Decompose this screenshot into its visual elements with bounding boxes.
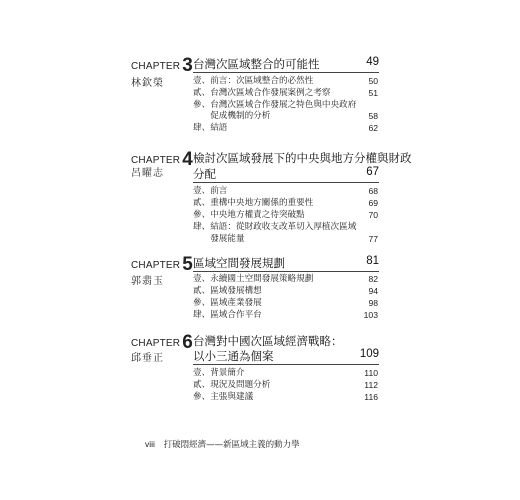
- toc-item: 貳、重構中央地方關係的重要性: [193, 198, 314, 208]
- toc-item-page: 70: [368, 210, 378, 220]
- toc-item: 參、中央地方權責之待突破點: [193, 210, 305, 220]
- toc-item: 肆、結語: [193, 123, 228, 133]
- chapter-rule: [193, 182, 379, 183]
- chapter-title: 區域空間發展規劃: [193, 256, 285, 270]
- chapter-author: 邱垂正: [131, 353, 164, 364]
- toc-item-page: 112: [364, 380, 378, 390]
- toc-item-page: 103: [363, 310, 378, 320]
- toc-item: 參、區域產業發展: [193, 298, 262, 308]
- toc-item: 參、主張與建議: [193, 392, 254, 402]
- toc-item-page: 116: [364, 392, 378, 402]
- chapter-author: 郭翡玉: [131, 276, 164, 287]
- page-footer: [145, 438, 300, 450]
- chapter-number: 6: [182, 332, 193, 353]
- chapter-page: 109: [359, 348, 379, 360]
- toc-item: 壹、背景簡介: [193, 368, 245, 378]
- chapter-rule: [193, 271, 379, 272]
- toc-item: 貳、區域發展構想: [193, 286, 262, 296]
- chapter-title: 檢討次區域發展下的中央與地方分權與財政: [193, 151, 412, 165]
- toc-item: 參、台灣次區域合作發展之特色與中央政府: [193, 100, 357, 110]
- toc-item-page: 110: [364, 368, 378, 378]
- footer-page-number: viii: [145, 439, 155, 449]
- toc-item-page: 69: [368, 198, 378, 208]
- toc-item-page: 58: [368, 111, 378, 121]
- chapter-author: 呂曜志: [131, 168, 164, 179]
- footer-book-title: 打破悶經濟——新區域主義的動力學: [163, 440, 300, 450]
- toc-item-page: 50: [368, 76, 378, 86]
- toc-item: 貳、現況及問題分析: [193, 380, 271, 390]
- chapter-page: 81: [366, 255, 379, 267]
- chapter-title: 台灣對中國次區域經濟戰略：: [193, 334, 343, 348]
- toc-item: 壹、前言: [193, 186, 228, 196]
- toc-item-page: 94: [368, 286, 378, 296]
- toc-item-page: 82: [368, 274, 378, 284]
- toc-item-page: 51: [368, 88, 378, 98]
- chapter-number: 4: [182, 149, 193, 170]
- chapter-number: 5: [182, 254, 193, 275]
- toc-item-page: 77: [368, 234, 378, 244]
- chapter-rule: [193, 72, 379, 73]
- toc-item-page: 98: [368, 298, 378, 308]
- chapter-title: 台灣次區域整合的可能性: [193, 57, 320, 71]
- toc-item: 肆、結語：從財政收支改革切入厚植次區域: [193, 222, 357, 232]
- toc-item: 促成機制的分析: [193, 111, 271, 121]
- toc-item: 肆、區域合作平台: [193, 310, 262, 320]
- chapter-author: 林欽榮: [131, 78, 164, 89]
- toc-item-page: 68: [368, 186, 378, 196]
- chapter-number: 3: [182, 55, 193, 76]
- chapter-title-line2: 分配: [193, 167, 216, 181]
- toc-item: 壹、前言：次區域整合的必然性: [193, 76, 314, 86]
- toc-item: 壹、永續國土空間發展策略規劃: [193, 274, 314, 284]
- chapter-title-line2: 以小三通為個案: [193, 349, 274, 363]
- chapter-rule: [193, 364, 379, 365]
- toc-item-page: 62: [368, 123, 378, 133]
- toc-item: 發展能量: [193, 234, 245, 244]
- chapter-label: CHAPTER 3: [131, 55, 193, 76]
- chapter-label: CHAPTER 5: [131, 254, 193, 275]
- chapter-page: 67: [366, 166, 379, 178]
- chapter-label: CHAPTER 6: [131, 332, 193, 353]
- toc-item: 貳、台灣次區域合作發展案例之考察: [193, 88, 331, 98]
- chapter-page: 49: [366, 56, 379, 68]
- chapter-label: CHAPTER 4: [131, 149, 193, 170]
